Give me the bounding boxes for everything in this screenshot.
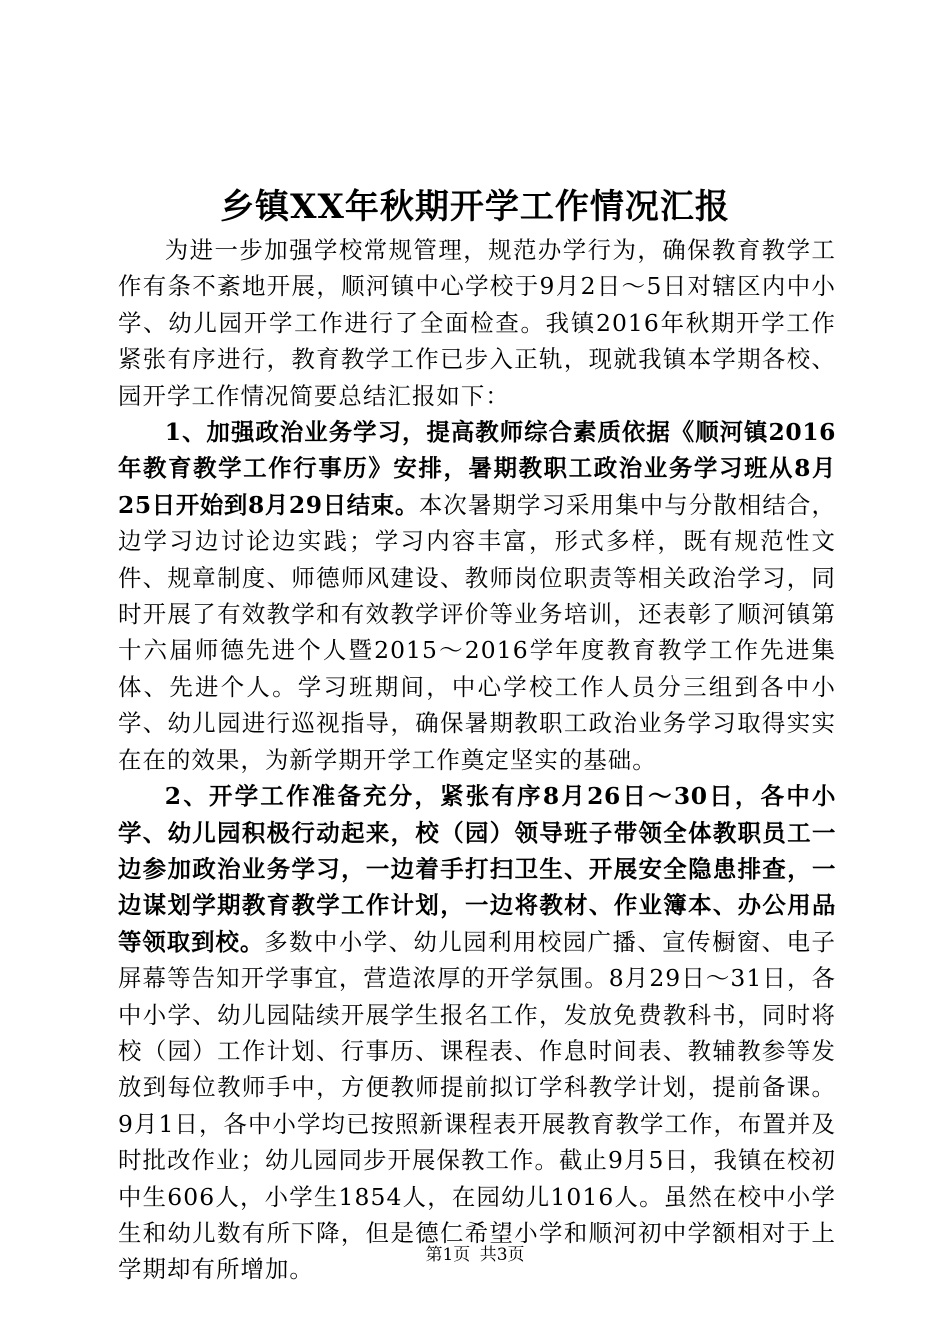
page-number: 第1页 [425, 1245, 471, 1265]
page-footer [0, 1243, 950, 1267]
section-1-heading: 1、加强政治业务学习，提高教师综合素质依据《顺河镇2016年教育教学工作行事历》安排，暑期教职工政治业务学习班从8月25日开始到8月29日结束。 [118, 418, 836, 519]
section-2-heading: 2、开学工作准备充分，紧张有序8月26日～30日，各中小学、幼儿园积极行动起来，校（园）领导班子带领全体教职员工一边参加政治业务学习，一边着手打扫卫生、开展安全隐患排查，一边谋划学期教育教学工作计划，一边将教材、作业簿本、办公用品等领取到校。 [118, 782, 836, 956]
document-body [118, 232, 836, 1288]
section-1-paragraph [118, 414, 836, 778]
paragraph-text: 为进一步加强学校常规管理，规范办学行为，确保教育教学工作有条不紊地开展，顺河镇中心学校于9月2日～5日对辖区内中小学、幼儿园开学工作进行了全面检查。我镇2016年秋期开学工作紧张有序进行，教育教学工作已步入正轨，现就我镇本学期各校、园开学工作情况简要总结汇报如下： [118, 236, 836, 410]
section-2-paragraph [118, 778, 836, 1288]
page-total: 共3页 [479, 1245, 525, 1265]
section-2-text: 多数中小学、幼儿园利用校园广播、宣传橱窗、电子屏幕等告知开学事宜，营造浓厚的开学氛围。8月29日～31日，各中小学、幼儿园陆续开展学生报名工作，发放免费教科书，同时将校（园）工作计划、行事历、课程表、作息时间表、教辅教参等发放到每位教师手中，方便教师提前拟订学科教学计划，提前备课。9月1日，各中小学均已按照新课程表开展教育教学工作，布置并及时批改作业；幼儿园同步开展保教工作。截止9月5日，我镇在校初中生606人，小学生1854人，在园幼儿1016人。虽然在校中小学生和幼儿数有所下降，但是德仁希望小学和顺河初中学额相对于上学期却有所增加。 [118, 927, 836, 1284]
document-title: 乡镇XX年秋期开学工作情况汇报 [220, 187, 730, 227]
intro-paragraph [118, 232, 836, 414]
section-1-text: 本次暑期学习采用集中与分散相结合，边学习边讨论边实践；学习内容丰富，形式多样，既有规范性文件、规章制度、师德师风建设、教师岗位职责等相关政治学习，同时开展了有效教学和有效教学评价等业务培训，还表彰了顺河镇第十六届师德先进个人暨2015～2016学年度教育教学工作先进集体、先进个人。学习班期间，中心学校工作人员分三组到各中小学、幼儿园进行巡视指导，确保暑期教职工政治业务学习取得实实在在的效果，为新学期开学工作奠定坚实的基础。 [118, 490, 836, 774]
